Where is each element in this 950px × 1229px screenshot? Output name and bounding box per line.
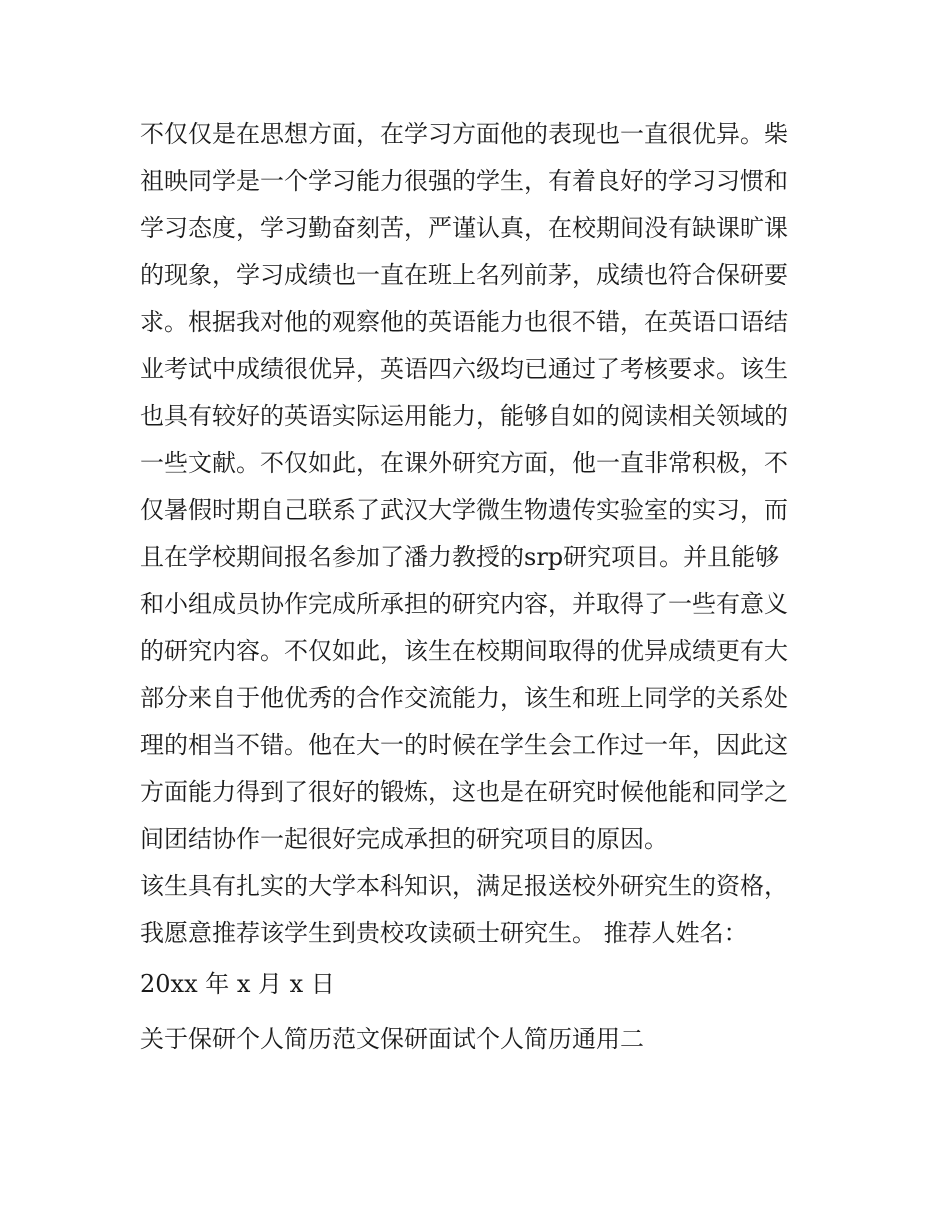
text-line: 的现象，学习成绩也一直在班上名列前茅，成绩也符合保研要 [140, 261, 788, 289]
text-line: 的研究内容。不仅如此，该生在校期间取得的优异成绩更有大 [140, 637, 788, 665]
text-line: 仅暑假时期自己联系了武汉大学微生物遗传实验室的实习，而 [140, 496, 788, 524]
text-line: 也具有较好的英语实际运用能力，能够自如的阅读相关领域的 [140, 402, 788, 430]
document-body [140, 111, 815, 1067]
next-section-title: 关于保研个人简历范文保研面试个人简历通用二 [140, 1025, 644, 1053]
text-line: 我愿意推荐该学生到贵校攻读硕士研究生。 推荐人姓名： [140, 919, 748, 947]
text-line: 学习态度，学习勤奋刻苦，严谨认真，在校期间没有缺课旷课 [140, 214, 788, 242]
text-line: 不仅仅是在思想方面，在学习方面他的表现也一直很优异。柴 [140, 120, 788, 148]
text-line: 部分来自于他优秀的合作交流能力，该生和班上同学的关系处 [140, 684, 788, 712]
text-line: 业考试中成绩很优异，英语四六级均已通过了考核要求。该生 [140, 355, 788, 383]
text-line: 一些文献。不仅如此，在课外研究方面，他一直非常积极，不 [140, 449, 788, 477]
text-line: 理的相当不错。他在大一的时候在学生会工作过一年，因此这 [140, 731, 788, 759]
text-line: 间团结协作一起很好完成承担的研究项目的原因。 [140, 825, 668, 853]
text-line: 和小组成员协作完成所承担的研究内容，并取得了一些有意义 [140, 590, 788, 618]
text-line: 祖映同学是一个学习能力很强的学生，有着良好的学习习惯和 [140, 167, 788, 195]
text-line: 方面能力得到了很好的锻炼，这也是在研究时候他能和同学之 [140, 778, 788, 806]
text-line: 且在学校期间报名参加了潘力教授的srp研究项目。并且能够 [140, 543, 780, 571]
recommendation-paragraph-2 [140, 863, 815, 957]
recommendation-paragraph-1 [140, 111, 815, 863]
date-line: 20xx 年 x 月 x 日 [140, 970, 335, 998]
text-line: 求。根据我对他的观察他的英语能力也很不错，在英语口语结 [140, 308, 788, 336]
text-line: 该生具有扎实的大学本科知识，满足报送校外研究生的资格， [140, 872, 788, 900]
